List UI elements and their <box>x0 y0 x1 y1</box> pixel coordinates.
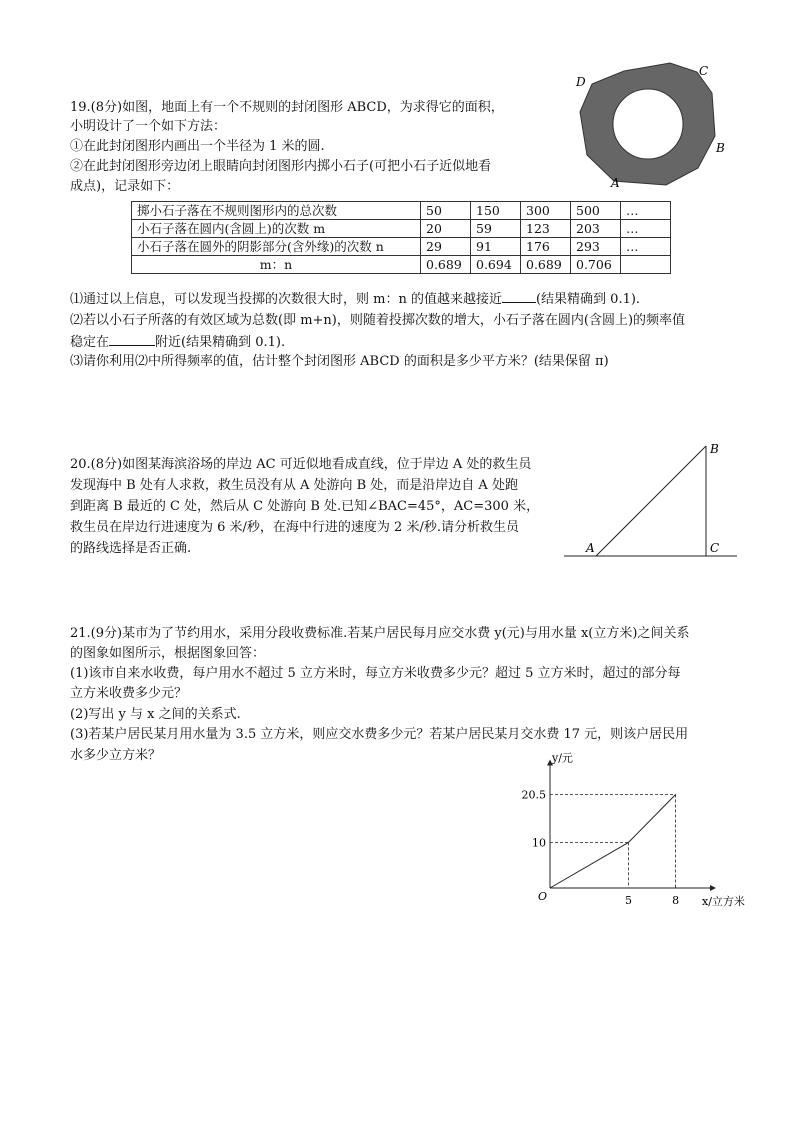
table-cell: 176 <box>521 238 571 256</box>
label-c: C <box>710 541 720 555</box>
y-tick-label: 10 <box>532 836 546 850</box>
table-cell: 293 <box>571 238 621 256</box>
q19-line-5: 成点)，记录如下： <box>70 179 180 194</box>
q19-part-1-note: (结果精确到 0.1). <box>535 292 641 307</box>
q20-line-2: 发现海中 B 处有人求救，救生员没有从 A 处游向 B 处，而是沿岸边自 A 处跑 <box>70 478 518 493</box>
q19-part-3: ⑶请你利用⑵中所得频率的值，估计整个封闭图形 ABCD 的面积是多少平方米？(结果保留 π) <box>70 354 609 369</box>
q19-line-3: ①在此封闭图形内画出一个半径为 1 米的圆. <box>70 139 325 154</box>
label-b: B <box>716 141 725 155</box>
label-c: C <box>699 64 709 78</box>
table-row <box>132 256 671 274</box>
label-b: B <box>710 442 719 456</box>
segment-ab <box>596 446 706 556</box>
q21-line-3: (1)该市自来水收费，每户用水不超过 5 立方米时，每立方米收费多少元？超过 5 立方米时，超过的部分每 <box>70 666 681 681</box>
q20-line-4: 救生员在岸边行进速度为 6 米/秒，在海中行进的速度为 2 米/秒.请分析救生员 <box>70 520 519 535</box>
q21-water-fee-chart <box>521 751 745 915</box>
table-row <box>132 202 671 220</box>
x-tick-label: 8 <box>672 894 680 907</box>
table-cell: 300 <box>521 202 571 220</box>
q19-line-1: 19.(8分)如图，地面上有一个不规则的封闭图形 ABCD，为求得它的面积， <box>70 100 504 115</box>
data-line-segment <box>629 795 676 843</box>
table-row-label: 小石子落在圆内(含圆上)的次数 m <box>132 220 421 238</box>
q20-line-3: 到距离 B 最近的 C 处，然后从 C 处游向 B 处.已知∠BAC=45°，AC=300 米， <box>70 499 540 514</box>
q19-part-1 <box>70 290 640 308</box>
q21-line-7: 水多少立方米？ <box>70 748 162 763</box>
q21-line-5: (2)写出 y 与 x 之间的关系式. <box>70 707 241 722</box>
table-row-label: m：n <box>132 256 421 274</box>
table-row <box>132 220 671 238</box>
table-cell: 0.694 <box>471 256 521 274</box>
label-a: A <box>611 176 620 190</box>
y-axis-label: y/元 <box>552 751 573 765</box>
table-cell <box>621 256 671 274</box>
q21-line-4: 立方米收费多少元？ <box>70 686 188 701</box>
q21-line-6: (3)若某户居民某月用水量为 3.5 立方米，则应交水费多少元？若某户居民某月交水费 17 元，则该户居民用 <box>70 727 689 742</box>
q21-line-2: 的图象如图所示，根据图象回答： <box>70 646 266 661</box>
x-axis-label: x/立方米 <box>702 895 745 908</box>
table-row-label: 掷小石子落在不规则图形内的总次数 <box>132 202 421 220</box>
origin-label: O <box>538 890 548 903</box>
table-cell: 20 <box>421 220 471 238</box>
label-d: D <box>576 75 586 89</box>
q19-part-2-line-2 <box>70 333 285 351</box>
answer-blank[interactable] <box>502 290 536 303</box>
table-cell: 0.689 <box>521 256 571 274</box>
table-cell: 123 <box>521 220 571 238</box>
table-cell: … <box>621 202 671 220</box>
q19-data-table <box>131 201 671 274</box>
table-row <box>132 238 671 256</box>
table-cell: … <box>621 220 671 238</box>
table-cell: 203 <box>571 220 621 238</box>
q19-part-2-note: 附近(结果精确到 0.1). <box>155 335 286 350</box>
table-cell: 0.706 <box>571 256 621 274</box>
q20-figure-triangle <box>562 440 740 564</box>
table-cell: 150 <box>471 202 521 220</box>
answer-blank[interactable] <box>109 333 155 346</box>
data-line-segment <box>550 842 629 888</box>
table-cell: 29 <box>421 238 471 256</box>
table-row-label: 小石子落在圆外的阴影部分(含外缘)的次数 n <box>132 238 421 256</box>
q19-part-2-line-1: ⑵若以小石子所落的有效区域为总数(即 m+n)，则随着投掷次数的增大，小石子落在圆内(含圆上)的频率值 <box>70 313 686 328</box>
y-tick-label: 20.5 <box>521 788 546 802</box>
q19-part-1-text: ⑴通过以上信息，可以发现当投掷的次数很大时，则 m：n 的值越来越接近 <box>70 292 502 307</box>
x-tick-label: 5 <box>625 894 632 907</box>
q19-figure-abcd <box>572 60 742 192</box>
q19-part-2-text: 稳定在 <box>70 335 110 350</box>
label-a: A <box>586 541 595 555</box>
inner-circle <box>613 89 683 159</box>
table-cell: 50 <box>421 202 471 220</box>
q19-line-2: 小明设计了一个如下方法： <box>70 119 227 134</box>
q19-line-4: ②在此封闭图形旁边闭上眼睛向封闭图形内掷小石子(可把小石子近似地看 <box>70 159 492 174</box>
q20-line-1: 20.(8分)如图某海滨浴场的岸边 AC 可近似地看成直线，位于岸边 A 处的救生员 <box>70 457 532 472</box>
table-cell: 91 <box>471 238 521 256</box>
q20-line-5: 的路线选择是否正确. <box>70 541 192 556</box>
table-cell: 0.689 <box>421 256 471 274</box>
q21-line-1: 21.(9分)某市为了节约用水，采用分段收费标准.若某户居民每月应交水费 y(元)与用水量 x(立方米)之间关系 <box>70 626 690 641</box>
table-cell: 500 <box>571 202 621 220</box>
table-cell: … <box>621 238 671 256</box>
table-cell: 59 <box>471 220 521 238</box>
x-axis-arrow <box>710 885 716 891</box>
